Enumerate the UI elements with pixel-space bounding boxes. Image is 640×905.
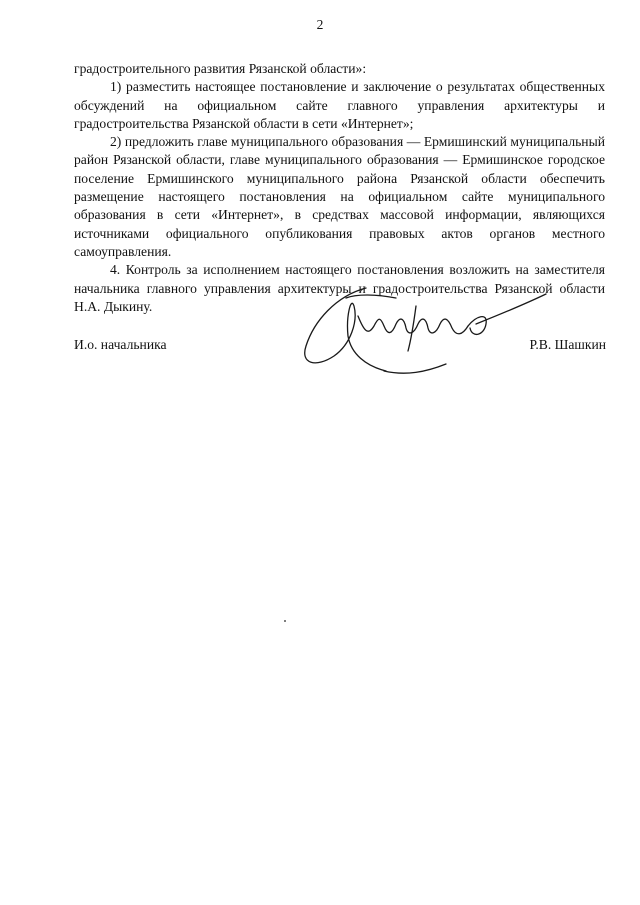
signatory-name: Р.В. Шашкин <box>529 337 606 352</box>
scan-speck <box>284 620 286 622</box>
paragraph-continuation: градостроительного развития Рязанской области»: <box>74 61 367 76</box>
paragraph-item-1: 1) разместить настоящее постановление и заключение о результатах общественных обсуждений на официальном сайте главного управления архитектуры и градостроительства Рязанской области в сети «Интернет»; <box>74 79 605 131</box>
paragraph-item-4: 4. Контроль за исполнением настоящего постановления возложить на заместителя начальника главного управления архитектуры и градостроительства Рязанской области Н.А. Дыкину. <box>74 262 605 314</box>
signatory-position: И.о. начальника <box>74 337 167 352</box>
handwritten-signature <box>296 276 556 386</box>
page-number: 2 <box>316 17 324 32</box>
paragraph-item-2: 2) предложить главе муниципального образования — Ермишинский муниципальный район Рязанской области, главе муниципального образования — Ермишинское городское поселение Ермишинского муниципального района Рязанской области обеспечить размещение настоящего постановления на официальном сайте муниципального образования в сети «Интернет», в средствах массовой информации, являющихся источниками официального опубликования правовых актов органов местного самоуправления. <box>74 134 605 259</box>
